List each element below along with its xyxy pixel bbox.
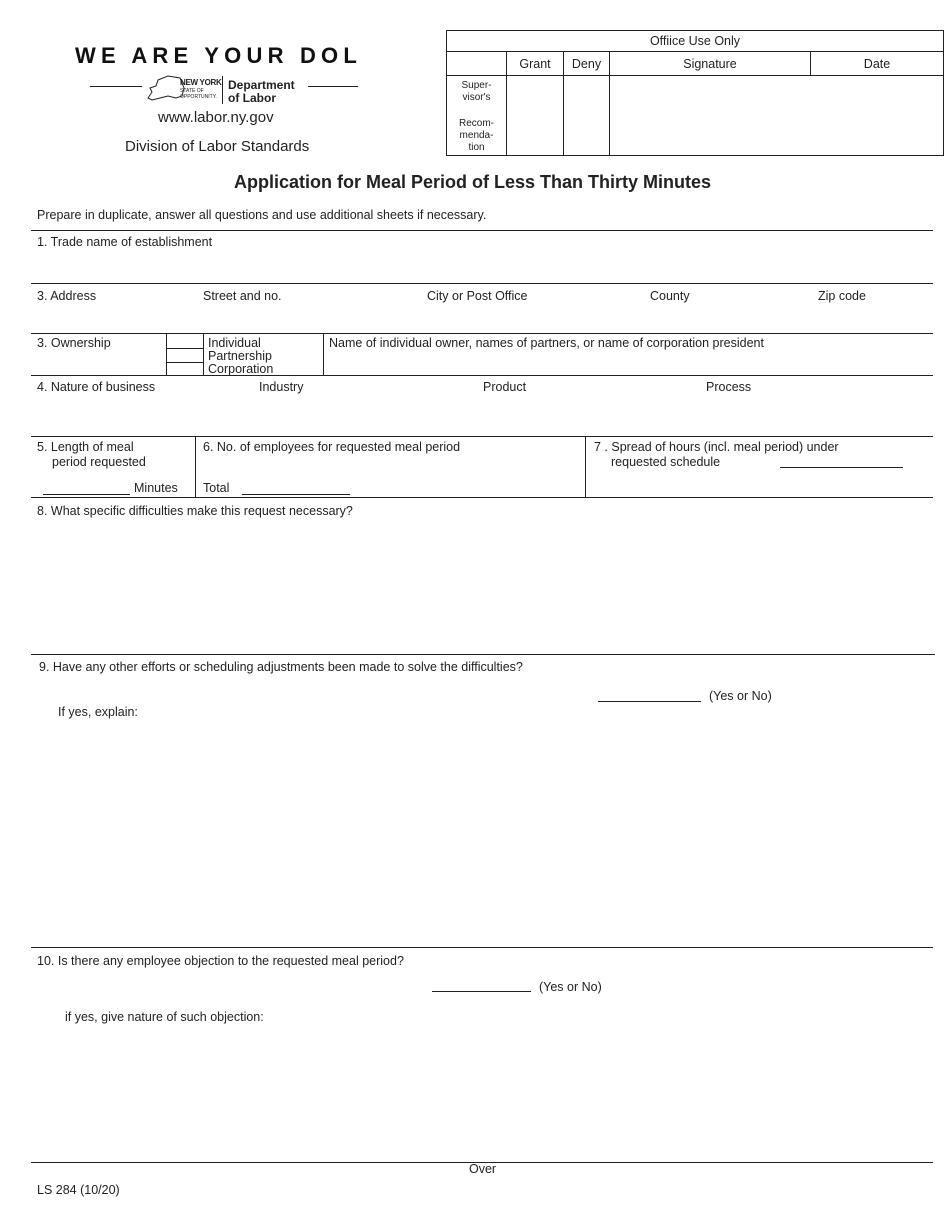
rule-q5-top bbox=[31, 436, 933, 437]
row-label-2c: tion bbox=[468, 142, 485, 153]
q4-label: 4. Nature of business bbox=[37, 380, 156, 394]
col-grant: Grant bbox=[507, 52, 564, 76]
q9-explain-label: If yes, explain: bbox=[58, 705, 138, 719]
office-use-corner bbox=[447, 52, 507, 76]
slogan: WE ARE YOUR DOL bbox=[75, 43, 363, 68]
q3-checkbox-corporation[interactable] bbox=[167, 363, 203, 375]
division-name: Division of Labor Standards bbox=[125, 138, 310, 155]
q2-label: 3. Address bbox=[37, 289, 97, 303]
q7-divider bbox=[585, 436, 586, 497]
col-deny: Deny bbox=[564, 52, 610, 76]
row-label-2b: menda- bbox=[459, 130, 494, 141]
row-label-supervisor bbox=[447, 76, 507, 156]
grant-cell[interactable] bbox=[507, 76, 564, 156]
q3-names-label: Name of individual owner, names of partners, or name of corporation president bbox=[329, 336, 764, 350]
signature-date-cell[interactable] bbox=[610, 76, 944, 156]
q10-yes-no-label: (Yes or No) bbox=[539, 980, 602, 994]
q8-label: 8. What specific difficulties make this request necessary? bbox=[37, 504, 353, 518]
col-signature: Signature bbox=[610, 52, 811, 76]
q3-names-divider bbox=[323, 333, 324, 375]
q9-yes-no-label: (Yes or No) bbox=[709, 689, 772, 703]
q2-city-label: City or Post Office bbox=[427, 289, 528, 303]
q10-yes-no-field[interactable] bbox=[432, 991, 531, 992]
rule-q10-top bbox=[31, 947, 933, 948]
form-id: LS 284 (10/20) bbox=[37, 1183, 120, 1197]
logo-dept-line1: Department bbox=[228, 78, 295, 92]
office-use-table bbox=[446, 30, 944, 156]
row-label-1a: Super- bbox=[461, 80, 492, 91]
q4-business-field[interactable] bbox=[37, 398, 927, 432]
q4-process-label: Process bbox=[706, 380, 752, 394]
q6-total-field[interactable] bbox=[242, 494, 350, 495]
logo-divider bbox=[222, 76, 223, 104]
q8-difficulties-field[interactable] bbox=[37, 522, 927, 650]
form-title: Application for Meal Period of Less Than Thirty Minutes bbox=[233, 172, 712, 192]
office-use-title: Offiice Use Only bbox=[447, 31, 944, 52]
q5-minutes-field[interactable] bbox=[43, 494, 130, 495]
q5-minutes-label: Minutes bbox=[134, 481, 178, 495]
q2-zip-label: Zip code bbox=[818, 289, 866, 303]
q4-product-label: Product bbox=[483, 380, 527, 394]
q7-spread-field[interactable] bbox=[780, 467, 903, 468]
q4-industry-label: Industry bbox=[259, 380, 304, 394]
q9-explain-field[interactable] bbox=[58, 724, 928, 942]
q2-address-field[interactable] bbox=[37, 305, 927, 331]
q5-label-1: 5. Length of meal bbox=[37, 440, 134, 454]
nys-dol-logo bbox=[90, 74, 360, 108]
rule-q2-top bbox=[31, 283, 933, 284]
q3-opt-partnership: Partnership bbox=[208, 349, 272, 363]
logo-state-tag2: OPPORTUNITY. bbox=[180, 94, 217, 100]
q3-opt-corporation: Corporation bbox=[208, 362, 274, 376]
q7-label-1: 7 . Spread of hours (incl. meal period) under bbox=[594, 440, 839, 454]
logo-state-tag1: STATE OF bbox=[180, 88, 204, 94]
logo-rule-left bbox=[90, 86, 142, 87]
q2-street-label: Street and no. bbox=[203, 289, 282, 303]
q1-label: 1. Trade name of establishment bbox=[37, 235, 213, 249]
logo-state-name: NEW YORK bbox=[180, 78, 222, 87]
logo-dept-line2: of Labor bbox=[228, 91, 276, 105]
q3-opt-individual: Individual bbox=[208, 336, 261, 350]
col-date: Date bbox=[811, 52, 944, 76]
q1-trade-name-field[interactable] bbox=[37, 252, 927, 280]
rule-q9-top bbox=[31, 654, 935, 655]
logo-rule-right bbox=[308, 86, 358, 87]
q3-label: 3. Ownership bbox=[37, 336, 111, 350]
row-label-2a: Recom- bbox=[458, 118, 494, 129]
q6-label: 6. No. of employees for requested meal period bbox=[203, 440, 461, 454]
rule-q1-top bbox=[31, 230, 933, 231]
q10-label: 10. Is there any employee objection to the requested meal period? bbox=[37, 954, 404, 968]
q2-county-label: County bbox=[650, 289, 690, 303]
q6-total-label: Total bbox=[203, 481, 230, 495]
q7-label-2: requested schedule bbox=[611, 455, 721, 469]
rule-q4-top bbox=[31, 375, 933, 376]
q9-label: 9. Have any other efforts or scheduling adjustments been made to solve the difficulties? bbox=[39, 660, 523, 674]
rule-q8-top bbox=[31, 497, 933, 498]
q3-names-field[interactable] bbox=[329, 352, 929, 372]
q3-checkbox-partnership[interactable] bbox=[167, 349, 203, 362]
q9-yes-no-field[interactable] bbox=[598, 701, 701, 702]
form-instructions: Prepare in duplicate, answer all questions and use additional sheets if necessary. bbox=[37, 208, 487, 222]
row-label-1b: visor's bbox=[462, 92, 491, 103]
q5-divider bbox=[195, 436, 196, 497]
q5-label-2: period requested bbox=[52, 455, 146, 469]
q10-explain-label: if yes, give nature of such objection: bbox=[65, 1010, 264, 1024]
q3-box-right bbox=[203, 333, 204, 375]
website[interactable]: www.labor.ny.gov bbox=[158, 109, 274, 126]
q3-checkbox-individual[interactable] bbox=[167, 334, 203, 348]
deny-cell[interactable] bbox=[564, 76, 610, 156]
q10-explain-field[interactable] bbox=[65, 1028, 925, 1156]
over-label: Over bbox=[469, 1162, 497, 1176]
